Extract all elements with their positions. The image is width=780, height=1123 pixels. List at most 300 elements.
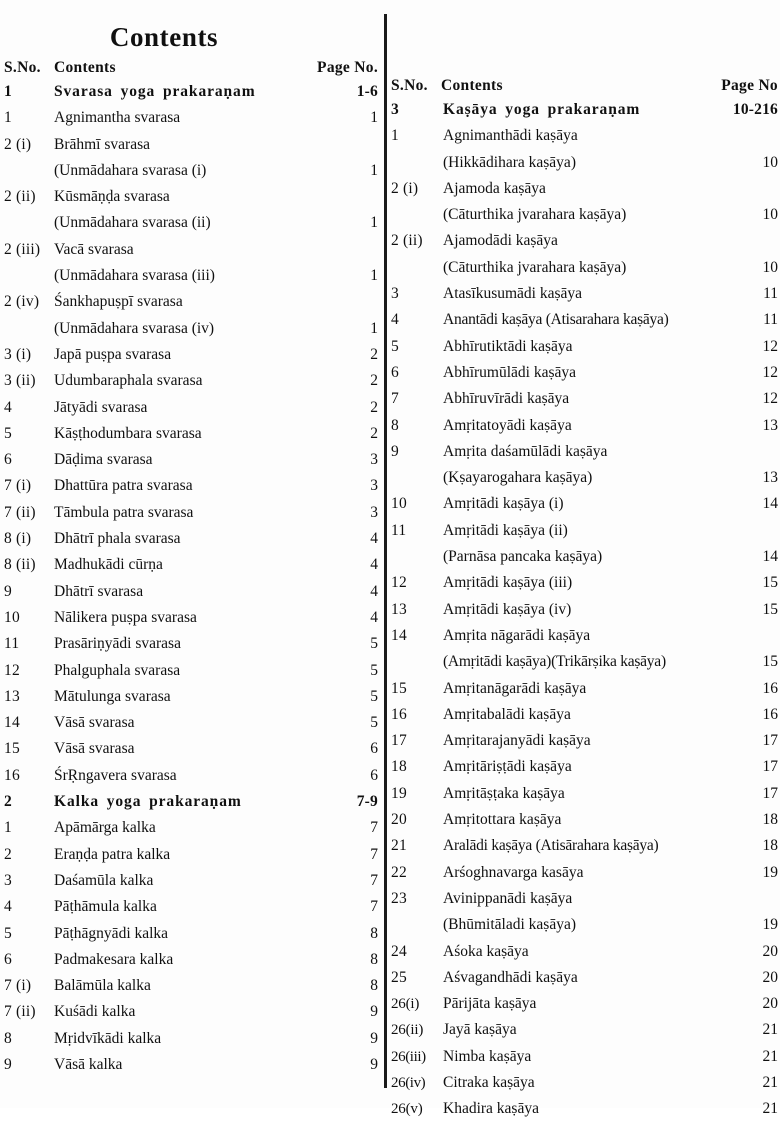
toc-row	[0, 447, 384, 473]
entry-title: Kāṣṭhodumbara svarasa	[54, 424, 202, 442]
right-column-header	[387, 77, 780, 95]
entry-serial-number: 17	[391, 732, 407, 750]
entry-title: Kūsmāṇḍa svarasa	[54, 188, 170, 206]
entry-page-number: 4	[370, 556, 378, 574]
toc-row	[387, 386, 780, 412]
entry-serial-number: 8	[4, 1029, 12, 1047]
entry-page-number: 7	[370, 871, 378, 889]
entry-page-number: 1	[370, 109, 378, 127]
section-row	[0, 789, 384, 815]
entry-page-number: 11	[763, 311, 778, 329]
entry-page-number: 17	[762, 784, 778, 802]
entry-serial-number: 26(i)	[391, 996, 420, 1013]
entry-serial-number: 14	[4, 714, 20, 732]
toc-row	[387, 1070, 780, 1096]
toc-row	[0, 500, 384, 526]
entry-serial-number: 13	[4, 687, 20, 705]
entry-serial-number: 20	[391, 811, 407, 829]
toc-row	[0, 421, 384, 447]
entry-title: Tāmbula patra svarasa	[54, 503, 194, 521]
toc-row	[0, 868, 384, 894]
toc-row	[387, 334, 780, 360]
entry-serial-number: 9	[4, 582, 12, 600]
entry-title: (Bhūmitāladi kaṣāya)	[443, 916, 576, 934]
entry-page-number: 12	[762, 337, 778, 355]
toc-row	[387, 150, 780, 176]
entry-page-number: 7	[370, 898, 378, 916]
entry-serial-number: 1	[4, 83, 12, 100]
entry-title: (Cāturthika jvarahara kaṣāya)	[443, 258, 627, 276]
entry-title: Amṛitāriṣṭādi kaṣāya	[443, 758, 572, 776]
entry-title: (Cāturthika jvarahara kaṣāya)	[443, 206, 627, 224]
entry-title: Mṛidvīkādi kalka	[54, 1029, 162, 1047]
entry-page-number: 8	[370, 977, 378, 995]
entry-page-number: 20	[762, 968, 778, 986]
right-column	[387, 0, 780, 1118]
toc-row	[387, 255, 780, 281]
entry-serial-number: 25	[391, 968, 407, 986]
entry-serial-number: 2	[4, 793, 12, 811]
entry-title: Svarasa yoga prakaraṇam	[54, 83, 256, 100]
entry-page-number: 17	[762, 732, 778, 750]
entry-serial-number: 6	[391, 363, 399, 381]
toc-row	[0, 263, 384, 289]
entry-serial-number: 16	[391, 705, 407, 723]
entry-title: (Amṛitādi kaṣāya)(Trikārṣika kaṣāya)	[443, 653, 666, 671]
header-contents-label: Contents	[441, 77, 503, 94]
entry-title: Vāsā svarasa	[54, 740, 135, 758]
entry-serial-number: 3	[391, 101, 399, 118]
entry-page-number: 2	[370, 345, 378, 363]
entry-title: Udumbaraphala svarasa	[54, 372, 203, 390]
entry-page-number: 14	[762, 548, 778, 566]
entry-serial-number: 11	[391, 521, 407, 539]
toc-row	[387, 518, 780, 544]
toc-row	[387, 649, 780, 675]
toc-row	[0, 736, 384, 762]
entry-title: (Unmādahara svarasa (i)	[54, 161, 207, 179]
entry-title: Dāḍima svarasa	[54, 451, 153, 469]
toc-row	[387, 360, 780, 386]
entry-page-number: 8	[370, 924, 378, 942]
toc-row	[0, 132, 384, 158]
right-entry-list	[387, 97, 780, 1123]
entry-page-number: 20	[762, 995, 778, 1013]
toc-row	[387, 702, 780, 728]
entry-title: Agnimantha svarasa	[54, 109, 181, 127]
left-entry-list	[0, 79, 384, 1078]
header-sno-label: S.No.	[4, 59, 41, 76]
entry-page-number: 11	[763, 285, 778, 303]
entry-page-number: 2	[370, 398, 378, 416]
toc-row	[387, 228, 780, 254]
toc-row	[0, 552, 384, 578]
entry-title: Jayā kaṣāya	[443, 1021, 517, 1039]
entry-page-number: 21	[762, 1021, 778, 1039]
entry-title: Aralādi kaṣāya (Atisārahara kaṣāya)	[443, 837, 659, 855]
entry-serial-number: 13	[391, 600, 407, 618]
entry-title: (Unmādahara svarasa (iii)	[54, 267, 215, 285]
toc-row	[387, 781, 780, 807]
entry-serial-number: 8	[391, 416, 399, 434]
entry-page-number: 7	[370, 819, 378, 837]
entry-title: Kuśādi kalka	[54, 1003, 136, 1021]
toc-row	[0, 710, 384, 736]
entry-serial-number: 26(v)	[391, 1101, 423, 1118]
entry-title: Ajamoda kaṣāya	[443, 179, 546, 197]
entry-title: Amṛitanāgarādi kaṣāya	[443, 679, 587, 697]
toc-row	[387, 912, 780, 938]
entry-page-number: 8	[370, 950, 378, 968]
toc-row	[387, 465, 780, 491]
entry-page-number: 5	[370, 714, 378, 732]
entry-page-number: 3	[370, 503, 378, 521]
entry-title: ŚrṚngavera svarasa	[54, 766, 177, 784]
toc-row	[387, 728, 780, 754]
entry-title: Amṛita daśamūlādi kaṣāya	[443, 442, 608, 460]
entry-title: Pārijāta kaṣāya	[443, 995, 537, 1013]
entry-title: Dhātrī phala svarasa	[54, 530, 181, 548]
toc-row	[387, 1096, 780, 1122]
toc-row	[0, 1026, 384, 1052]
entry-serial-number: 4	[391, 311, 399, 329]
entry-page-number: 18	[762, 837, 778, 855]
entry-serial-number: 26(ii)	[391, 1022, 424, 1039]
entry-page-number: 3	[370, 477, 378, 495]
section-row	[0, 79, 384, 105]
entry-serial-number: 3	[4, 871, 12, 889]
entry-serial-number: 12	[4, 661, 20, 679]
entry-serial-number: 5	[391, 337, 399, 355]
entry-title: Vacā svarasa	[54, 240, 134, 258]
entry-title: Madhukādi cūrṇa	[54, 556, 163, 574]
entry-title: Kaṣāya yoga prakaraṇam	[443, 101, 641, 118]
entry-page-number: 16	[762, 679, 778, 697]
entry-title: Amṛitādi kaṣāya (i)	[443, 495, 564, 513]
entry-serial-number: 8 (ii)	[4, 556, 36, 574]
entry-page-number: 1-6	[356, 83, 378, 100]
entry-serial-number: 26(iii)	[391, 1048, 426, 1065]
toc-row	[387, 1017, 780, 1043]
entry-page-number: 6	[370, 740, 378, 758]
entry-serial-number: 6	[4, 451, 12, 469]
toc-row	[387, 965, 780, 991]
entry-page-number: 15	[762, 600, 778, 618]
entry-title: (Hikkādihara kaṣāya)	[443, 153, 576, 171]
entry-page-number: 19	[762, 863, 778, 881]
toc-row	[387, 544, 780, 570]
entry-title: (Parnāsa pancaka kaṣāya)	[443, 548, 603, 566]
entry-serial-number: 9	[4, 1055, 12, 1073]
entry-title: Khadira kaṣāya	[443, 1100, 539, 1118]
entry-title: Atasīkusumādi kaṣāya	[443, 285, 583, 303]
left-column	[0, 0, 384, 1108]
toc-row	[387, 860, 780, 886]
entry-title: Amṛitāṣṭaka kaṣāya	[443, 784, 565, 802]
entry-title: Dhattūra patra svarasa	[54, 477, 193, 495]
entry-serial-number: 5	[4, 924, 12, 942]
toc-row	[0, 921, 384, 947]
toc-row	[0, 1052, 384, 1078]
right-column-title-spacer	[387, 0, 780, 69]
entry-page-number: 7	[370, 845, 378, 863]
entry-page-number: 4	[370, 582, 378, 600]
entry-title: (Unmādahara svarasa (ii)	[54, 214, 211, 232]
toc-row	[0, 210, 384, 236]
entry-title: Amṛita nāgarādi kaṣāya	[443, 626, 591, 644]
entry-serial-number: 2 (iv)	[4, 293, 40, 311]
entry-title: Amṛitādi kaṣāya (iv)	[443, 600, 572, 618]
toc-row	[387, 676, 780, 702]
toc-row	[0, 395, 384, 421]
entry-title: Amṛitarajanyādi kaṣāya	[443, 732, 591, 750]
entry-serial-number: 2	[4, 845, 12, 863]
toc-row	[0, 342, 384, 368]
entry-title: Amṛitādi kaṣāya (ii)	[443, 521, 568, 539]
toc-row	[0, 473, 384, 499]
entry-page-number: 21	[762, 1100, 778, 1118]
header-page-label: Page No	[721, 77, 778, 94]
entry-page-number: 16	[762, 705, 778, 723]
entry-page-number: 1	[370, 267, 378, 285]
entry-serial-number: 15	[4, 740, 20, 758]
section-row	[387, 97, 780, 123]
entry-serial-number: 9	[391, 442, 399, 460]
entry-page-number: 15	[762, 653, 778, 671]
toc-row	[387, 623, 780, 649]
toc-row	[387, 1044, 780, 1070]
entry-title: Agnimanthādi kaṣāya	[443, 127, 578, 145]
entry-title: Ajamodādi kaṣāya	[443, 232, 558, 250]
entry-title: Vāsā kalka	[54, 1055, 123, 1073]
entry-page-number: 21	[762, 1047, 778, 1065]
entry-page-number: 5	[370, 635, 378, 653]
entry-page-number: 18	[762, 811, 778, 829]
entry-page-number: 17	[762, 758, 778, 776]
toc-row	[0, 526, 384, 552]
toc-row	[387, 807, 780, 833]
toc-row	[387, 281, 780, 307]
entry-serial-number: 5	[4, 424, 12, 442]
toc-row	[387, 833, 780, 859]
toc-row	[387, 570, 780, 596]
header-contents-label: Contents	[54, 59, 116, 76]
toc-row	[387, 886, 780, 912]
entry-page-number: 2	[370, 372, 378, 390]
entry-title: Pāṭhāgnyādi kalka	[54, 924, 169, 942]
toc-row	[0, 631, 384, 657]
toc-row	[0, 605, 384, 631]
entry-title: Brāhmī svarasa	[54, 135, 150, 153]
toc-row	[0, 684, 384, 710]
entry-serial-number: 2 (ii)	[391, 232, 423, 250]
entry-serial-number: 3 (ii)	[4, 372, 36, 390]
entry-title: Aśvagandhādi kaṣāya	[443, 968, 578, 986]
entry-serial-number: 2 (i)	[4, 135, 32, 153]
entry-serial-number: 22	[391, 863, 407, 881]
entry-page-number: 15	[762, 574, 778, 592]
toc-row	[387, 413, 780, 439]
entry-page-number: 6	[370, 766, 378, 784]
entry-title: Vāsā svarasa	[54, 714, 135, 732]
entry-title: Abhīrutiktādi kaṣāya	[443, 337, 573, 355]
toc-row	[0, 842, 384, 868]
entry-serial-number: 7 (ii)	[4, 503, 36, 521]
toc-row	[387, 939, 780, 965]
entry-title: Japā puṣpa svarasa	[54, 345, 172, 363]
toc-row	[0, 158, 384, 184]
entry-page-number: 3	[370, 451, 378, 469]
entry-title: Kalka yoga prakaraṇam	[54, 793, 242, 811]
entry-serial-number: 18	[391, 758, 407, 776]
toc-row	[387, 991, 780, 1017]
entry-serial-number: 10	[4, 608, 20, 626]
entry-serial-number: 12	[391, 574, 407, 592]
entry-title: Abhīruvīrādi kaṣāya	[443, 390, 570, 408]
toc-row	[0, 237, 384, 263]
entry-title: Eraṇḍa patra kalka	[54, 845, 171, 863]
entry-serial-number: 2 (iii)	[4, 240, 41, 258]
entry-page-number: 7-9	[356, 793, 378, 811]
toc-row	[0, 579, 384, 605]
entry-title: Amṛitottara kaṣāya	[443, 811, 562, 829]
toc-row	[387, 491, 780, 517]
entry-title: Arśoghnavarga kasāya	[443, 863, 584, 881]
entry-page-number: 9	[370, 1003, 378, 1021]
entry-page-number: 5	[370, 661, 378, 679]
entry-serial-number: 7 (i)	[4, 977, 32, 995]
toc-row	[387, 597, 780, 623]
entry-serial-number: 2 (i)	[391, 179, 419, 197]
entry-page-number: 10-216	[732, 101, 778, 118]
entry-serial-number: 4	[4, 898, 12, 916]
entry-serial-number: 24	[391, 942, 407, 960]
entry-page-number: 10	[762, 258, 778, 276]
entry-serial-number: 19	[391, 784, 407, 802]
toc-row	[0, 999, 384, 1025]
entry-serial-number: 3 (i)	[4, 345, 32, 363]
entry-serial-number: 26(iv)	[391, 1074, 426, 1091]
toc-row	[387, 754, 780, 780]
entry-page-number: 12	[762, 390, 778, 408]
entry-title: Amṛitādi kaṣāya (iii)	[443, 574, 573, 592]
entry-page-number: 10	[762, 153, 778, 171]
entry-serial-number: 1	[4, 109, 12, 127]
entry-page-number: 9	[370, 1055, 378, 1073]
entry-serial-number: 16	[4, 766, 20, 784]
entry-serial-number: 2 (ii)	[4, 188, 36, 206]
entry-page-number: 2	[370, 424, 378, 442]
entry-page-number: 19	[762, 916, 778, 934]
entry-serial-number: 6	[4, 950, 12, 968]
toc-row	[0, 947, 384, 973]
entry-page-number: 9	[370, 1029, 378, 1047]
toc-row	[0, 316, 384, 342]
entry-serial-number: 7 (ii)	[4, 1003, 36, 1021]
toc-row	[387, 123, 780, 149]
entry-page-number: 4	[370, 608, 378, 626]
entry-title: Avinippanādi kaṣāya	[443, 889, 573, 907]
toc-row	[0, 894, 384, 920]
toc-row	[0, 184, 384, 210]
toc-row	[387, 176, 780, 202]
entry-title: Śankhapuṣpī svarasa	[54, 293, 183, 311]
header-page-label: Page No.	[317, 59, 378, 76]
left-column-header	[0, 59, 384, 77]
entry-page-number: 5	[370, 687, 378, 705]
entry-serial-number: 10	[391, 495, 407, 513]
entry-title: Apāmārga kalka	[54, 819, 156, 837]
entry-serial-number: 7 (i)	[4, 477, 32, 495]
toc-row	[0, 973, 384, 999]
entry-page-number: 10	[762, 206, 778, 224]
entry-serial-number: 21	[391, 837, 407, 855]
entry-serial-number: 11	[4, 635, 20, 653]
entry-serial-number: 4	[4, 398, 12, 416]
entry-page-number: 13	[762, 469, 778, 487]
entry-title: Amṛitatoyādi kaṣāya	[443, 416, 572, 434]
entry-title: (Unmādahara svarasa (iv)	[54, 319, 215, 337]
toc-row	[0, 763, 384, 789]
entry-serial-number: 1	[4, 819, 12, 837]
entry-serial-number: 7	[391, 390, 399, 408]
toc-row	[0, 289, 384, 315]
entry-title: Pāṭhāmula kalka	[54, 898, 157, 916]
entry-title: (Kṣayarogahara kaṣāya)	[443, 469, 593, 487]
toc-row	[387, 307, 780, 333]
toc-row	[0, 105, 384, 131]
entry-title: Jātyādi svarasa	[54, 398, 148, 416]
entry-title: Padmakesara kalka	[54, 950, 174, 968]
toc-row	[387, 439, 780, 465]
entry-title: Aśoka kaṣāya	[443, 942, 529, 960]
toc-row	[387, 202, 780, 228]
entry-page-number: 4	[370, 530, 378, 548]
entry-page-number: 1	[370, 319, 378, 337]
entry-page-number: 12	[762, 363, 778, 381]
entry-serial-number: 8 (i)	[4, 530, 32, 548]
entry-title: Nālikera puṣpa svarasa	[54, 608, 197, 626]
entry-title: Citraka kaṣāya	[443, 1073, 535, 1091]
entry-serial-number: 3	[391, 285, 399, 303]
entry-page-number: 14	[762, 495, 778, 513]
entry-page-number: 21	[762, 1073, 778, 1091]
header-sno-label: S.No.	[391, 77, 428, 94]
entry-title: Prasāriṇyādi svarasa	[54, 635, 181, 653]
entry-page-number: 1	[370, 161, 378, 179]
toc-row	[0, 815, 384, 841]
entry-title: Phalguphala svarasa	[54, 661, 181, 679]
entry-title: Amṛitabalādi kaṣāya	[443, 705, 571, 723]
entry-title: Dhātrī svarasa	[54, 582, 144, 600]
entry-serial-number: 23	[391, 889, 407, 907]
entry-title: Mātulunga svarasa	[54, 687, 171, 705]
entry-title: Balāmūla kalka	[54, 977, 151, 995]
entry-serial-number: 1	[391, 127, 399, 145]
entry-page-number: 1	[370, 214, 378, 232]
entry-title: Nimba kaṣāya	[443, 1047, 532, 1065]
page-title: Contents	[109, 22, 219, 52]
entry-page-number: 13	[762, 416, 778, 434]
entry-serial-number: 15	[391, 679, 407, 697]
toc-row	[0, 658, 384, 684]
entry-page-number: 20	[762, 942, 778, 960]
entry-title: Abhīrumūlādi kaṣāya	[443, 363, 577, 381]
entry-serial-number: 14	[391, 626, 407, 644]
entry-title: Anantādi kaṣāya (Atisarahara kaṣāya)	[443, 311, 669, 329]
toc-row	[0, 368, 384, 394]
entry-title: Daśamūla kalka	[54, 871, 154, 889]
